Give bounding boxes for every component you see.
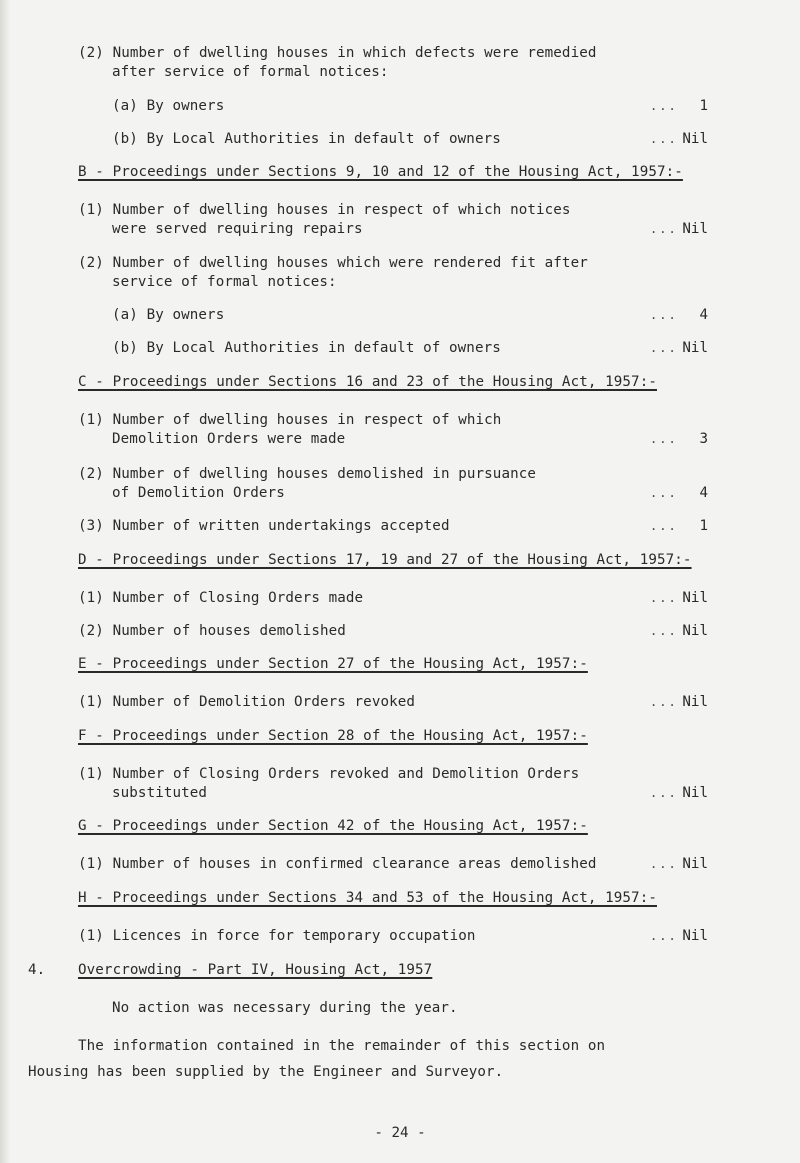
item-c1-line1: (1) Number of dwelling houses in respect of which xyxy=(78,412,502,428)
leader-dots: ... xyxy=(650,786,678,800)
item-d1-label: (1) Number of Closing Orders made xyxy=(78,590,364,606)
section-c-heading: C - Proceedings under Sections 16 and 23 of the Housing Act, 1957:- xyxy=(78,374,657,390)
item-c2-line2: of Demolition Orders xyxy=(112,485,285,501)
item-f1-line1: (1) Number of Closing Orders revoked and Demolition Orders xyxy=(78,766,580,782)
item-d2-value: Nil xyxy=(682,623,708,639)
leader-dots: ... xyxy=(650,99,678,113)
section-e-heading: E - Proceedings under Section 27 of the Housing Act, 1957:- xyxy=(78,656,588,672)
item-c3-label: (3) Number of written undertakings accepted xyxy=(78,518,450,534)
item-a2a-label: (a) By owners xyxy=(112,98,225,114)
item-f1-value: Nil xyxy=(682,785,708,801)
leader-dots: ... xyxy=(650,624,678,638)
item-g1-value: Nil xyxy=(682,856,708,872)
section-b-heading: B - Proceedings under Sections 9, 10 and 12 of the Housing Act, 1957:- xyxy=(78,164,683,180)
section-f-heading: F - Proceedings under Section 28 of the Housing Act, 1957:- xyxy=(78,728,588,744)
section-g-heading: G - Proceedings under Section 42 of the Housing Act, 1957:- xyxy=(78,818,588,834)
section-4-text: No action was necessary during the year. xyxy=(112,1000,458,1016)
leader-dots: ... xyxy=(650,695,678,709)
item-d2-label: (2) Number of houses demolished xyxy=(78,623,346,639)
item-b2b-value: Nil xyxy=(682,340,708,356)
closing-line1: The information contained in the remainder of this section on xyxy=(78,1038,606,1054)
item-c3-value: 1 xyxy=(699,518,708,534)
scan-edge-shadow xyxy=(0,0,10,1163)
section-h-heading: H - Proceedings under Sections 34 and 53 of the Housing Act, 1957:- xyxy=(78,890,657,906)
leader-dots: ... xyxy=(650,341,678,355)
item-c1-line2: Demolition Orders were made xyxy=(112,431,346,447)
section-4-heading: Overcrowding - Part IV, Housing Act, 1957 xyxy=(78,962,433,978)
item-h1-value: Nil xyxy=(682,928,708,944)
page-number: - 24 - xyxy=(374,1125,426,1141)
item-d1-value: Nil xyxy=(682,590,708,606)
leader-dots: ... xyxy=(650,222,678,236)
leader-dots: ... xyxy=(650,132,678,146)
leader-dots: ... xyxy=(650,308,678,322)
item-a2b-label: (b) By Local Authorities in default of owners xyxy=(112,131,501,147)
closing-line2: Housing has been supplied by the Engineer and Surveyor. xyxy=(28,1064,504,1080)
item-c2-value: 4 xyxy=(699,485,708,501)
item-g1-label: (1) Number of houses in confirmed clearance areas demolished xyxy=(78,856,597,872)
leader-dots: ... xyxy=(650,929,678,943)
section-d-heading: D - Proceedings under Sections 17, 19 and 27 of the Housing Act, 1957:- xyxy=(78,552,692,568)
item-h1-label: (1) Licences in force for temporary occupation xyxy=(78,928,476,944)
leader-dots: ... xyxy=(650,857,678,871)
item-b1-value: Nil xyxy=(682,221,708,237)
item-a2-line2: after service of formal notices: xyxy=(112,64,389,80)
leader-dots: ... xyxy=(650,432,678,446)
item-a2-line1: (2) Number of dwelling houses in which defects were remedied xyxy=(78,45,597,61)
item-e1-value: Nil xyxy=(682,694,708,710)
item-b2a-value: 4 xyxy=(699,307,708,323)
item-b2b-label: (b) By Local Authorities in default of owners xyxy=(112,340,501,356)
item-e1-label: (1) Number of Demolition Orders revoked xyxy=(78,694,416,710)
item-c2-line1: (2) Number of dwelling houses demolished in pursuance xyxy=(78,466,537,482)
leader-dots: ... xyxy=(650,486,678,500)
item-b1-line2: were served requiring repairs xyxy=(112,221,363,237)
leader-dots: ... xyxy=(650,591,678,605)
item-c1-value: 3 xyxy=(699,431,708,447)
item-b1-line1: (1) Number of dwelling houses in respect of which notices xyxy=(78,202,571,218)
section-4-number: 4. xyxy=(28,962,46,978)
item-b2-line2: service of formal notices: xyxy=(112,274,337,290)
item-f1-line2: substituted xyxy=(112,785,208,801)
leader-dots: ... xyxy=(650,519,678,533)
item-a2a-value: 1 xyxy=(699,98,708,114)
item-b2-line1: (2) Number of dwelling houses which were rendered fit after xyxy=(78,255,588,271)
item-a2b-value: Nil xyxy=(682,131,708,147)
item-b2a-label: (a) By owners xyxy=(112,307,225,323)
